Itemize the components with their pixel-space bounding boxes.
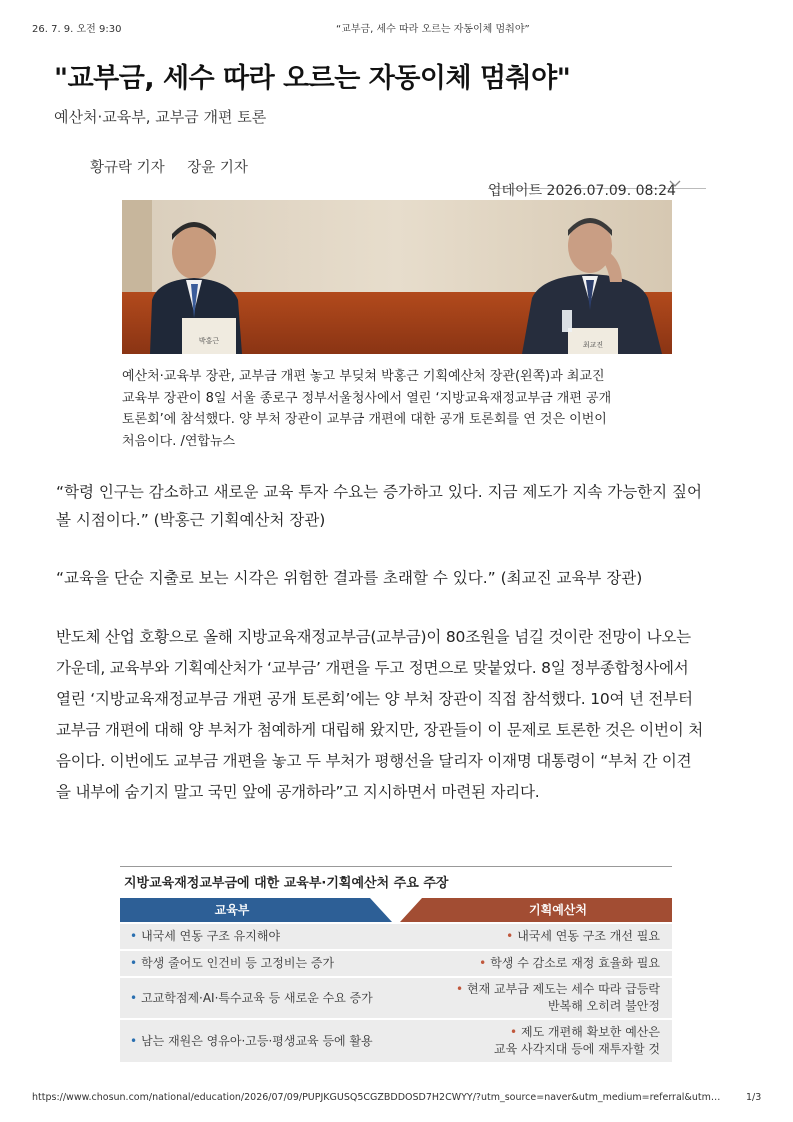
caption-line: 예산처·교육부 장관, 교부금 개편 놓고 부딪쳐 박홍근 기획예산처 장관(왼쪽)과 최교진 [122, 369, 605, 384]
caption-line: 처음이다. /연합뉴스 [122, 433, 236, 449]
graphic-header-band [120, 898, 672, 922]
paragraph-line: 교부금 개편에 대해 양 부처가 첨예하게 대립해 왔지만, 장관들이 이 문제로 토론한 것은 이번이 처 [56, 721, 704, 739]
article-photo [122, 200, 672, 354]
article-paragraph [56, 622, 746, 808]
caption-line: 토론회’에 참석했다. 양 부처 장관이 교부금 개편에 대한 공개 토론회를 연 것은 이번이 [122, 412, 607, 427]
education-claim: • 내국세 연동 구조 유지해야 [130, 929, 281, 943]
reporter-name[interactable]: 장윤 기자 [187, 160, 248, 176]
budget-claim: • 내국세 연동 구조 개선 필요 [506, 929, 660, 943]
paragraph-line: 가운데, 교육부와 기획예산처가 ‘교부금’ 개편을 두고 정면으로 맞붙었다. 8일 정부종합청사에서 [56, 659, 689, 677]
graphic-top-rule [120, 866, 672, 867]
reporter-name[interactable]: 황규락 기자 [90, 160, 165, 176]
comparison-graphic [120, 866, 672, 1064]
print-url[interactable]: https://www.chosun.com/national/education/2026/07/09/PUPJKGUSQ5CGZBDDOSD7H2CWYY/?utm_source=naver&utm_medium=referral&utm… [32, 1092, 721, 1103]
education-claim: • 남는 재원은 영유아·고등·평생교육 등에 활용 [130, 1034, 373, 1048]
education-claim: • 고교학점제·AI·특수교육 등 새로운 수요 증가 [130, 991, 373, 1005]
article-subtitle: 예산처·교육부, 교부금 개편 토론 [54, 108, 267, 126]
education-header-shape [120, 898, 392, 922]
quote-minister-budget [56, 478, 746, 534]
photo-caption [122, 366, 662, 452]
quote-minister-education: “교육을 단순 지출로 보는 시각은 위험한 결과를 초래할 수 있다.” (최교진 교육부 장관) [56, 569, 643, 587]
budget-claim: • 현재 교부금 제도는 세수 따라 급등락 반복해 오히려 불안정 [455, 982, 660, 1013]
updated-timestamp: 업데이트 2026.07.09. 08:24 [488, 183, 676, 199]
reporter-list [90, 156, 266, 177]
paragraph-line: 을 내부에 숨기지 말고 국민 앞에 공개하라”고 지시하면서 마련된 자리다. [56, 783, 540, 801]
paragraph-line: 반도체 산업 호황으로 올해 지방교육재정교부금(교부금)이 80조원을 넘길 것이란 전망이 나오는 [56, 628, 691, 646]
budget-header-label: 기획예산처 [529, 903, 587, 917]
print-page-number: 1/3 [746, 1092, 762, 1103]
left-nameplate: 박홍근 [198, 337, 220, 345]
table-row [120, 978, 672, 1018]
table-row [120, 924, 672, 949]
chevron-down-icon[interactable] [668, 178, 682, 190]
table-row [120, 951, 672, 976]
graphic-title: 지방교육재정교부금에 대한 교육부·기획예산처 주요 주장 [124, 876, 449, 891]
print-datetime: 26. 7. 9. 오전 9:30 [32, 24, 122, 35]
quote-line: 볼 시점이다.” (박홍근 기획예산처 장관) [56, 511, 326, 529]
quote-line: “학령 인구는 감소하고 새로운 교육 투자 수요는 증가하고 있다. 지금 제도가 지속 가능한지 짚어 [56, 483, 702, 501]
caption-line: 교육부 장관이 8일 서울 종로구 정부서울청사에서 열린 ‘지방교육재정교부금 개편 공개 [122, 390, 612, 406]
education-claim: • 학생 줄어도 인건비 등 고정비는 증가 [130, 956, 335, 970]
print-page-title: “교부금, 세수 따라 오르는 자동이체 멈춰야” [336, 24, 530, 35]
paragraph-line: 열린 ‘지방교육재정교부금 개편 공개 토론회’에는 양 부처 장관이 직접 참석했다. 10여 년 전부터 [56, 690, 693, 708]
education-header-label: 교육부 [214, 903, 250, 917]
budget-claim: • 학생 수 감소로 재정 효율화 필요 [479, 956, 660, 970]
budget-claim: • 제도 개편해 확보한 예산은 교육 사각지대 등에 재투자할 것 [494, 1025, 660, 1056]
paragraph-line: 음이다. 이번에도 교부금 개편을 놓고 두 부처가 평행선을 달리자 이재명 대통령이 “부처 간 이견 [56, 752, 692, 770]
article-title: "교부금, 세수 따라 오르는 자동이체 멈춰야" [54, 63, 571, 94]
table-row [120, 1020, 672, 1062]
right-nameplate: 최교진 [582, 341, 604, 349]
